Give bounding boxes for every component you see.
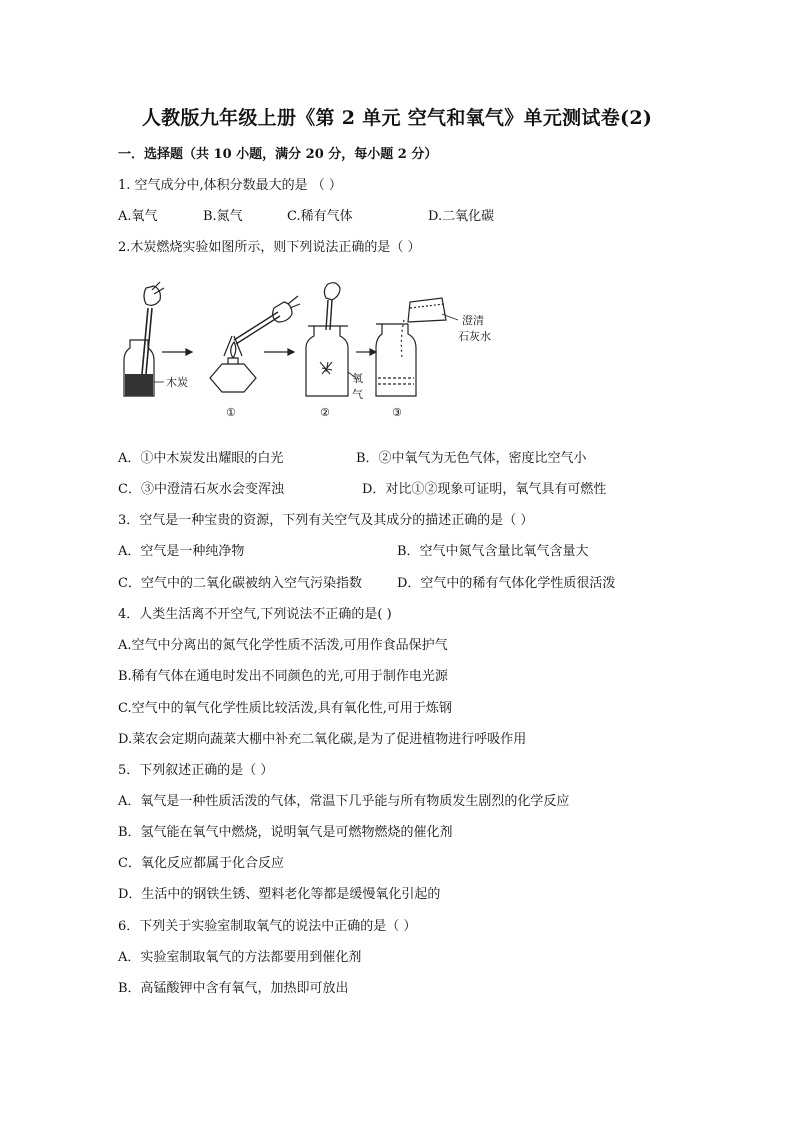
question-3-option-d[interactable]: D．空气中的稀有气体化学性质很活泼 bbox=[397, 576, 616, 591]
section-heading: 一．选择题（共 10 小题，满分 20 分，每小题 2 分） bbox=[118, 147, 438, 162]
lime-water-bottle-illustration bbox=[376, 298, 458, 396]
question-1-option-d[interactable]: D.二氧化碳 bbox=[428, 209, 495, 224]
question-6-option-a[interactable]: A．实验室制取氧气的方法都要用到催化剂 bbox=[118, 950, 362, 965]
question-1-option-a[interactable]: A.氧气 bbox=[118, 209, 158, 224]
question-4-stem: 4．人类生活离不开空气,下列说法不正确的是( ) bbox=[118, 607, 392, 622]
label-oxygen-line1: 氧 bbox=[352, 372, 363, 385]
question-3-option-c[interactable]: C．空气中的二氧化碳被纳入空气污染指数 bbox=[118, 576, 362, 591]
charcoal-experiment-figure bbox=[116, 278, 506, 423]
question-2-option-a[interactable]: A．①中木炭发出耀眼的白光 bbox=[118, 451, 284, 466]
question-1-stem: 1. 空气成分中,体积分数最大的是 （ ） bbox=[118, 178, 342, 193]
charcoal-jar-illustration bbox=[124, 282, 164, 396]
question-3-option-b[interactable]: B．空气中氮气含量比氧气含量大 bbox=[397, 544, 589, 559]
question-6-stem: 6．下列关于实验室制取氧气的说法中正确的是（ ） bbox=[118, 919, 417, 934]
question-5-option-a[interactable]: A．氧气是一种性质活泼的气体，常温下几乎能与所有物质发生剧烈的化学反应 bbox=[118, 794, 570, 809]
question-3-option-a[interactable]: A．空气是一种纯净物 bbox=[118, 544, 245, 559]
label-step-1: ① bbox=[226, 406, 236, 419]
question-5-stem: 5．下列叙述正确的是（ ） bbox=[118, 763, 274, 778]
label-lime-water-line2: 石灰水 bbox=[458, 330, 491, 343]
question-1-option-b[interactable]: B.氮气 bbox=[203, 209, 243, 224]
label-step-2: ② bbox=[320, 406, 330, 419]
page-title: 人教版九年级上册《第 2 单元 空气和氧气》单元测试卷(2) bbox=[141, 107, 653, 129]
question-5-option-b[interactable]: B．氢气能在氧气中燃烧，说明氧气是可燃物燃烧的催化剂 bbox=[118, 825, 453, 840]
question-1-option-c[interactable]: C.稀有气体 bbox=[287, 209, 353, 224]
question-2-option-d[interactable]: D．对比①②现象可证明，氧气具有可燃性 bbox=[362, 482, 607, 497]
question-2-option-b[interactable]: B．②中氧气为无色气体，密度比空气小 bbox=[356, 451, 587, 466]
label-lime-water-line1: 澄清 bbox=[462, 314, 484, 327]
question-4-option-d[interactable]: D.菜农会定期向蔬菜大棚中补充二氧化碳,是为了促进植物进行呼吸作用 bbox=[118, 732, 527, 747]
question-5-option-c[interactable]: C．氧化反应都属于化合反应 bbox=[118, 856, 284, 871]
label-charcoal: 木炭 bbox=[166, 376, 188, 389]
question-2-stem: 2.木炭燃烧实验如图所示，则下列说法正确的是（ ） bbox=[118, 240, 421, 255]
label-step-3: ③ bbox=[392, 406, 402, 419]
question-4-option-c[interactable]: C.空气中的氧气化学性质比较活泼,具有氧化性,可用于炼钢 bbox=[118, 701, 452, 716]
question-6-option-b[interactable]: B．高锰酸钾中含有氧气，加热即可放出 bbox=[118, 981, 349, 996]
question-4-option-b[interactable]: B.稀有气体在通电时发出不同颜色的光,可用于制作电光源 bbox=[118, 669, 448, 684]
question-2-option-c[interactable]: C．③中澄清石灰水会变浑浊 bbox=[118, 482, 284, 497]
oxygen-bottle-illustration bbox=[306, 283, 356, 396]
alcohol-lamp-illustration bbox=[210, 296, 300, 392]
question-3-stem: 3．空气是一种宝贵的资源，下列有关空气及其成分的描述正确的是（ ） bbox=[118, 513, 534, 528]
label-oxygen-line2: 气 bbox=[352, 388, 363, 401]
question-4-option-a[interactable]: A.空气中分离出的氮气化学性质不活泼,可用作食品保护气 bbox=[118, 638, 448, 653]
question-5-option-d[interactable]: D．生活中的钢铁生锈、塑料老化等都是缓慢氧化引起的 bbox=[118, 887, 441, 902]
